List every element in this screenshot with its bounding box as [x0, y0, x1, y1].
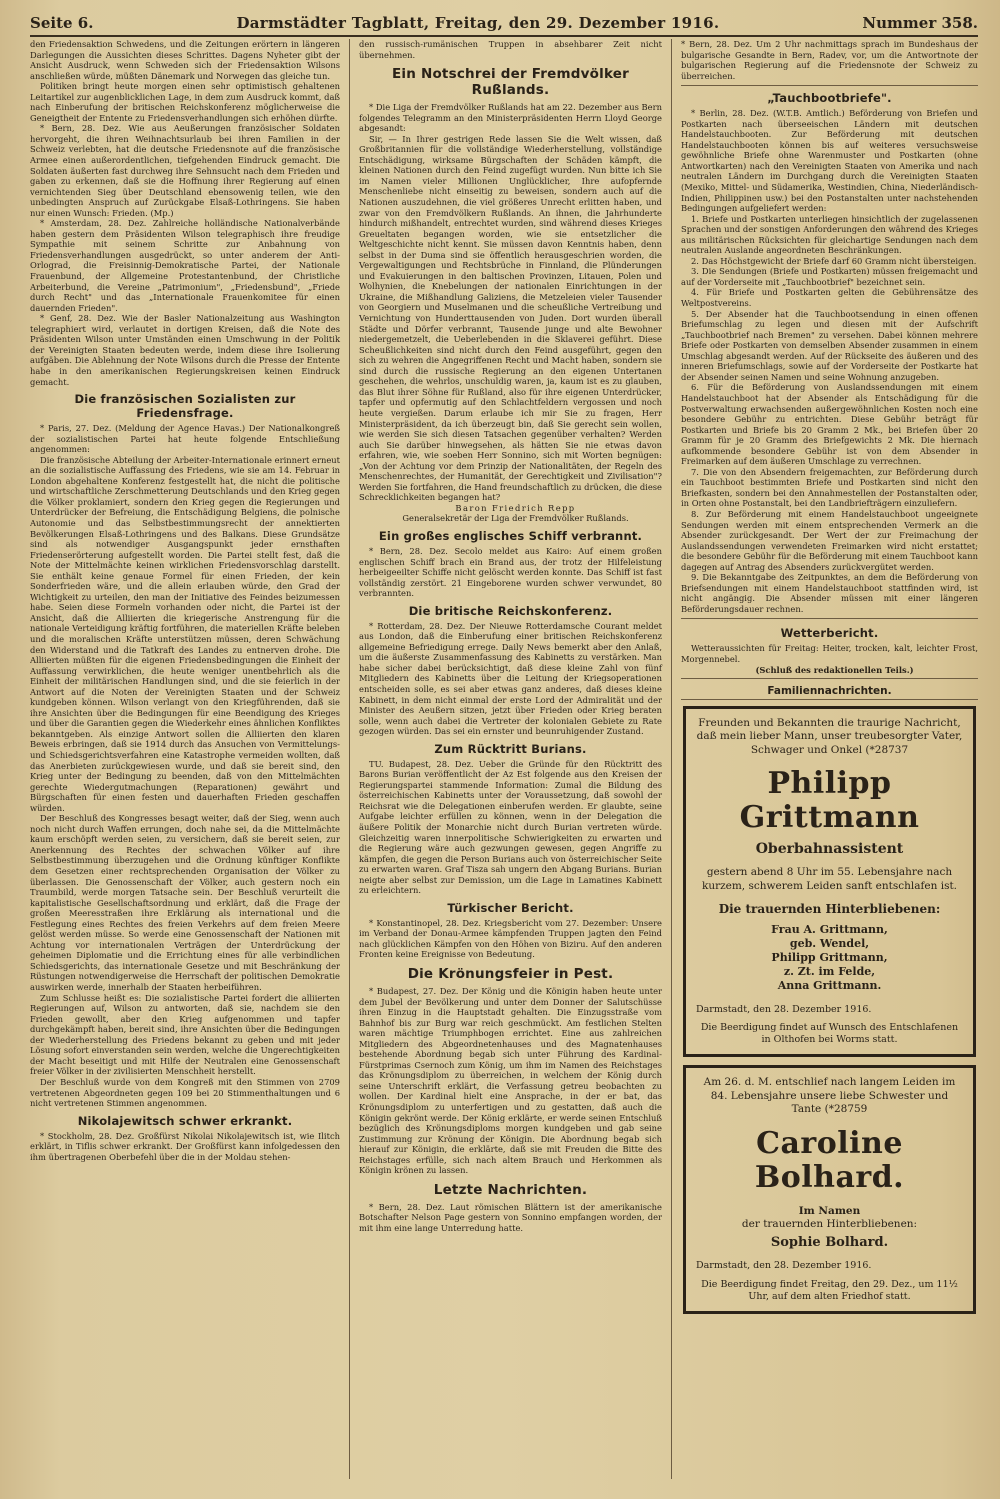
notice-intro: Am 26. d. M. entschlief nach langem Leiden im 84. Lebensjahre unsere liebe Schwester und Tante (*28759	[703, 1076, 956, 1116]
headline-weather: Wetterbericht.	[780, 626, 879, 641]
paragraph: 1. Briefe und Postkarten unterliegen hinsichtlich der zugelassenen Sprachen und der sonstigen Anforderungen den während des Krieges aus militärischen Rücksichten für gleichartige Sendungen nach dem neutralen Auslande angeordneten Beschränkungen.	[681, 213, 978, 256]
paragraph: * Berlin, 28. Dez. (W.T.B. Amtlich.) Beförderung von Briefen und Postkarten nach überseeischen Ländern mit deutschen Handelstauchbooten. Zur Beförderung mit deutschen Handelstauchbooten können bis auf weiteres versuchsweise gewöhnliche Briefe ohne Warenmuster und Postkarten (ohne Antwortkarten) nach den Vereinigten Staaten von Amerika und nach neutralen Ländern im Durchgang durch die Vereinigten Staaten (Mexiko, Mittel- und Südamerika, Westindien, China, Niederländisch-Indien, Philippinen usw.) bei den Postanstalten unter nachstehenden Bedingungen aufgeliefert werden:	[681, 108, 978, 214]
paragraph: * Genf, 28. Dez. Wie der Basler Nationalzeitung aus Washington telegraphiert wird, verlautet in dortigen Kreisen, daß die Note des Präsidenten Wilson unter Umständen einen Umschwung in der Politik der Vereinigten Staaten bedeuten werde, indem diese ihre Isolierung aufgäben. Die Ablehnung der Note Wilsons durch die Presse der Entente habe in den amerikanischen Regierungskreisen keinen Eindruck gemacht.	[30, 313, 340, 387]
headline-turkish: Türkischer Bericht.	[447, 900, 574, 915]
paragraph: * Stockholm, 28. Dez. Großfürst Nikolai Nikolajewitsch ist, wie Ilitch erklärt, in Tiflis schwer erkrankt. Der Großfürst kann infolgedessen den ihm übertragenen Oberbefehl über die in der Moldau stehen-	[30, 1130, 340, 1162]
columns	[30, 39, 978, 1479]
headline-nikolajewitsch: Nikolajewitsch schwer erkrankt.	[77, 1113, 293, 1128]
page-number: Seite 6.	[30, 14, 94, 32]
notice-burial: Die Beerdigung findet Freitag, den 29. Dez., um 11½ Uhr, auf dem alten Friedhof statt.	[701, 1278, 958, 1302]
weather-text: Wetteraussichten für Freitag: Heiter, trocken, kalt, leichter Frost, Morgennebel.	[681, 643, 978, 664]
paragraph: * Paris, 27. Dez. (Meldung der Agence Havas.) Der Nationalkongreß der sozialistischen Partei hat heute folgende Entschließung angenommen:	[30, 423, 340, 455]
notice-place-date: Darmstadt, den 28. Dezember 1916.	[696, 1260, 872, 1272]
paragraph: * Bern, 28. Dez. Wie aus Aeußerungen französischer Soldaten hervorgeht, die ihren Weihnachtsurlaub bei ihren Familien in der Schweiz verlebten, hat die deutsche Friedensnote auf die französische Armee einen außerordentlichen, tiefgehenden Eindruck gemacht. Die Soldaten äußerten fast durchweg ihre Sehnsucht nach dem Frieden und gaben zu erkennen, daß sie die Hoffnung ihrer Regierung auf einen vernichtenden Sieg über Deutschland ebensowenig teilen, wie den unbedingten Anspruch auf Zurückgabe Elsaß-Lothringens. Sie haben nur einen Wunsch: Frieden. (Mp.)	[30, 123, 340, 218]
notice-deceased-name: Caroline Bolhard.	[754, 1125, 905, 1195]
column-1	[30, 39, 350, 1479]
paragraph: * Die Liga der Fremdvölker Rußlands hat am 22. Dezember aus Bern folgendes Telegramm an den Ministerpräsidenten Herrn Lloyd George abgesandt:	[359, 102, 662, 134]
notice-deceased-title: Oberbahnassistent	[755, 841, 904, 858]
headline-kroenung: Die Krönungsfeier in Pest.	[407, 966, 614, 983]
divider	[681, 85, 978, 86]
paragraph: 9. Die Bekanntgabe des Zeitpunktes, an dem die Beförderung von Briefsendungen mit einem Handelstauchboot stattfinden wird, ist nicht angängig. Die Absender müssen mit einer längeren Beförderungsdauer rechnen.	[681, 572, 978, 614]
notice-im-namen: Im Namen	[798, 1204, 861, 1217]
notice-burial: Die Beerdigung findet auf Wunsch des Entschlafenen in Olthofen bei Worms statt.	[700, 1022, 959, 1046]
paragraph: * Konstantinopel, 28. Dez. Kriegsbericht vom 27. Dezember: Unsere im Verband der Donau-Armee kämpfenden Truppen jagten den Feind nach glücklichen Kämpfen von den Höhen von Biziru. Auf den anderen Fronten keine Ereignisse von Bedeutung.	[359, 917, 662, 960]
column-3	[672, 39, 978, 1479]
paragraph: * Bern, 28. Dez. Secolo meldet aus Kairo: Auf einem großen englischen Schiff brach ein Brand aus, der trotz der Hilfeleistung herbeigeeilter Schiffe nicht gelöscht werden konnte. Das Schiff ist fast vollständig zerstört. 21 Eingeborene wurden schwer verwundet, 80 verbrannten.	[359, 545, 662, 599]
notice-bereaved-line: Philipp Grittmann,	[771, 950, 888, 964]
paragraph: 4. Für Briefe und Postkarten gelten die Gebührensätze des Weltpostvereins.	[681, 287, 978, 309]
headline-tauchboot: „Tauchbootbriefe".	[767, 91, 892, 106]
headline-fremdvoelker: Ein Notschrei der Fremdvölker Rußlands.	[392, 66, 629, 99]
headline-latest: Letzte Nachrichten.	[433, 1181, 588, 1198]
paragraph: 5. Der Absender hat die Tauchbootsendung in einen offenen Briefumschlag zu legen und diesen mit der Aufschrift „Tauchbootbrief nach Bremen" zu versehen. Dabei können mehrere Briefe oder Postkarten von demselben Absender zusammen in einem Umschlag abgesandt werden. Auf der Rückseite des äußeren und des inneren Briefumschlags, sowie auf der Vorderseite der Postkarte hat der Absender seinen Namen und seine Wohnung anzugeben.	[681, 308, 978, 382]
headline-burian: Zum Rücktritt Burians.	[434, 741, 587, 756]
masthead	[30, 14, 978, 37]
notice-bereaved-heading: Die trauernden Hinterbliebenen:	[718, 902, 941, 917]
paragraph: 6. Für die Beförderung von Auslandssendungen mit einem Handelstauchboot hat der Absender als Entschädigung für die Postverwaltung erwachsenden außergewöhnlichen Kosten noch eine besondere Gebühr zu entrichten. Diese Gebühr beträgt für Postkarten und Briefe bis 20 Gramm 2 Mk., bei Briefen über 20 Gramm für je 20 Gramm des Briefgewichts 2 Mk. Die hiernach aufkommende besondere Gebühr ist von dem Absender in Freimarken auf dem äußeren Umschlage zu verrechnen.	[681, 382, 978, 467]
notice-bereaved-line: Frau A. Grittmann,	[771, 922, 888, 936]
paragraph: 7. Die von den Absendern freigemachten, zur Beförderung durch ein Tauchboot bestimmten Briefe und Postkarten sind nicht den Briefkasten, sondern bei den Annahmestellen der Postanstalten oder, in Orten ohne Postanstalt, bei den Landbriefträgern einzuliefern.	[681, 466, 978, 509]
signature-name: Baron Friedrich Repp	[455, 502, 576, 513]
paragraph: * Bern, 28. Dez. Laut römischen Blättern ist der amerikanische Botschafter Nelson Page gestern von Sonnino empfangen worden, der mit ihm eine lange Unterredung hatte.	[359, 1201, 662, 1233]
notice-bereaved-line: z. Zt. im Felde,	[783, 964, 876, 978]
paragraph: TU. Budapest, 28. Dez. Ueber die Gründe für den Rücktritt des Barons Burian veröffentlicht der Az Est folgende aus den Kreisen der Regierungspartei stammende Information: Zumal die Bildung des österreichischen Kabinetts unter der Voraussetzung, daß sowohl der Reichsrat wie die Delegationen einberufen werden. Er glaubte, seine Aufgabe leichter erfüllen zu können, wenn in der Delegation die äußere Politik der Monarchie nicht durch Burian vertreten würde. Gleichzeitig waren innerpolitische Schwierigkeiten zu erwarten und die Regierung wäre auch gezwungen gewesen, gegen Angriffe zu kämpfen, die gegen die Person Burians auch von österreichischer Seite zu erwarten waren. Graf Tisza sah ungern den Abgang Burians. Burian neigte aber selbst zur Demission, um die Lage in Lamatines Kabinett zu erleichtern.	[359, 758, 662, 896]
paragraph: Zum Schlusse heißt es: Die sozialistische Partei fordert die alliierten Regierungen auf, Wilson zu antworten, daß sie, nachdem sie den Frieden gewollt, aber den Krieg aufgenommen und tapfer durchgekämpft haben, bereit sind, ihre Ansichten über die Bedingungen der Wiederherstellung des Friedens bekannt zu geben und mit jeder Lösung sofort einverstanden sein werden, welche die Ungerechtigkeiten der Macht beseitigt und mit Hilfe der Neutralen eine Genossenschaft freier Völker in der zivilisierten Menschheit herstellt.	[30, 992, 340, 1077]
paragraph: 8. Zur Beförderung mit einem Handelstauchboot ungeeignete Sendungen werden mit einem entsprechenden Vermerk an die Absender zurückgesandt. Der Wert der zur Freimachung der Auslandssendungen verwendeten Freimarken wird nicht erstattet; die besondere Gebühr für die Beförderung mit einem Tauchboot kann dagegen auf Antrag des Absenders zurückvergütet werden.	[681, 508, 978, 572]
headline-ship: Ein großes englisches Schiff verbrannt.	[378, 528, 643, 543]
editorial-end: (Schluß des redaktionellen Teils.)	[755, 664, 914, 675]
paragraph: * Bern, 28. Dez. Um 2 Uhr nachmittags sprach im Bundeshaus der bulgarische Gesandte in Bern, Radev, vor, um die Antwortnote der bulgarischen Regierung auf die Friedensnote der Schweiz zu überreichen.	[681, 39, 978, 81]
notice-place-date: Darmstadt, den 28. Dezember 1916.	[696, 1003, 872, 1015]
paragraph: den Friedensaktion Schwedens, und die Zeitungen erörtern in längeren Darlegungen die Aussichten dieses Schrittes. Dagens Nyheter gibt der Ansicht Ausdruck, wenn Schweden sich der Friedensaktion Wilsons anschließen würde, müßten Dänemark und Norwegen das gleiche tun.	[30, 39, 340, 81]
paragraph: * Rotterdam, 28. Dez. Der Nieuwe Rotterdamsche Courant meldet aus London, daß die Einberufung einer britischen Reichskonferenz allgemeine Befriedigung errege. Daily News bemerkt aber den Anlaß, um die äußerste Zusammenfassung des Kabinetts zu verstärken. Man habe sicher dabei berücksichtigt, daß diese kleine Zahl von fünf Mitgliedern des Kabinetts über die Leitung der Kriegsoperationen entscheiden solle, es sei aber etwas ganz anderes, daß dieses kleine Kabinett, in dem nicht einmal der erste Lord der Admiralität und der Minister des Aeußern sitzen, jetzt über Frieden oder Krieg beraten solle, wenn auch dabei die Vertreter der kolonialen Gebiete zu Rate gezogen würden. Das sei ein ernster und beunruhigender Zustand.	[359, 620, 662, 737]
paragraph: 2. Das Höchstgewicht der Briefe darf 60 Gramm nicht übersteigen.	[691, 255, 977, 266]
paragraph: Der Beschluß wurde von dem Kongreß mit den Stimmen von 2709 vertretenen Abgeordneten gegen 109 bei 20 Stimmenthaltungen und 6 nicht vertretenen Stimmen angenommen.	[30, 1076, 340, 1109]
signature-title: Generalsekretär der Liga der Fremdvölker Rußlands.	[402, 513, 629, 524]
paragraph: Sir, — In Ihrer gestrigen Rede lassen Sie die Welt wissen, daß Großbritannien für die vollständige Wiederherstellung, vollständige Entschädigung, wirksame Bürgschaften der Schäden kämpft, die kleinen Nationen durch den Feind zugefügt wurden. Nun bitte ich Sie im Namen vieler Millionen Unglücklicher, Ihre aufopfernde Menschenliebe nicht einseitig zu beweisen, sondern auch auf die Nationen auszudehnen, die viel größeres Unrecht erlitten haben, und zwar von den Fremdvölkern Rußlands. An ihnen, die Jahrhunderte hindurch mißhandelt, entrechtet wurden, sind während dieses Krieges Greueltaten begangen worden, wie sie entsetzlicher die Weltgeschichte nicht kennt. Sie müssen davon Kenntnis haben, denn selbst in der Duma sind sie öffentlich herausgeschrien worden, die Vergewaltigungen und Rechtsbrüche in Finnland, die Plünderungen und Evakuierungen in den baltischen Provinzen, Litauen, Polen und Wolhynien, die Knebelungen der nationalen Einrichtungen in der Ukraine, die Mißhandlung Galiziens, die Metzeleien vieler Tausender von Georgiern und Muselmanen und die scheußliche Vertreibung und Vernichtung von Hunderttausenden von Juden. Dort wurden überall Städte und Dörfer verbrannt, Tausende junge und alte Bewohner niedergemetzelt, die Ueberlebenden in die Sklaverei geführt. Diese Scheußlichkeiten sind nicht durch den Feind ausgeführt, gegen den sich zu wehren die Angegriffenen Recht und Macht haben, sondern sie sind durch die russische Regierung an den eigenen Untertanen geschehen, die wehrlos, unschuldig waren, ja, kaum ist es zu glauben, das Blut ihrer Söhne für Rußland, also für ihre eigenen Unterdrücker, tapfer und opfermutig auf den Schlachtfeldern vergossen und noch heute vergießen. Darum erlaube ich mir Sie zu fragen, Herr Ministerpräsident, da ich überzeugt bin, daß Sie gerecht sein wollen, wie werden Sie sich diesen Tatsachen gegenüber verhalten? Werden auch Sie darüber hinwegsehen, als hätten Sie nie etwas davon erfahren, wie, wie soeben Herr Sonnino, sich mit Worten begnügen: „Von der Achtung vor dem Prinzip der Nationalitäten, der Regeln des Menschenrechtes, der Humanität, der Gerechtigkeit und Zivilisation"? Werden Sie fortfahren, die Hand freundschaftlich zu drücken, die diese Schrecklichkeiten begangen hat?	[359, 133, 662, 503]
headline-socialists: Die französischen Sozialisten zur Friedensfrage.	[74, 392, 296, 421]
paragraph: * Budapest, 27. Dez. Der König und die Königin haben heute unter dem Jubel der Bevölkerung und unter dem Donner der Salutschüsse ihren Einzug in die Hauptstadt gehalten. Die Einzugsstraße vom Bahnhof bis zur Burg war reich geschmückt. Am festlichen Stelten waren mächtige Triumphbogen errichtet. Eine aus zahlreichen Mitgliedern des Abgeordnetenhauses und des Magnatenhauses bestehende Abordnung begab sich unter Führung des Kardinal-Fürstprimas Csernoch zum König, um ihm im Namen des Reichstages das Krönungsdiplom zu überreichen, in welchem der König durch seine Unterschrift erklärt, die Verfassung getreu beobachten zu wollen. Der Kardinal hielt eine Ansprache, in der er bat, das Krönungsdiplom zu unterfertigen und zu gestatten, daß auch die Königin gekrönt werde. Der König erklärte, er werde seinen Entschluß bezüglich des Krönungsdiploms morgen kundgeben und gab seine Zustimmung zur Krönung der Königin. Die Abordnung begab sich hierauf zur Königin, die erklärte, daß sie mit Freuden die Bitte des Reichstages erfülle, sich nach altem Brauch und Herkommen als Königin krönen zu lassen.	[359, 986, 662, 1176]
weather-section	[681, 618, 978, 679]
death-notice-bolhard	[683, 1065, 976, 1314]
paragraph: 3. Die Sendungen (Briefe und Postkarten) müssen freigemacht und auf der Vorderseite mit „Tauchbootbrief" bezeichnet sein.	[681, 266, 978, 287]
headline-reichskonferenz: Die britische Reichskonferenz.	[408, 603, 613, 618]
death-notice-grittmann	[683, 706, 976, 1058]
notice-deceased-name: Philipp Grittmann	[739, 766, 920, 836]
newspaper-title: Darmstädter Tagblatt, Freitag, den 29. Dezember 1916.	[236, 14, 720, 32]
notice-intro: Freunden und Bekannten die traurige Nachricht, daß mein lieber Mann, unser treubesorgter Vater, Schwager und Onkel (*28737	[696, 716, 963, 756]
paragraph: Politiken bringt heute morgen einen sehr optimistisch gehaltenen Leitartikel zur augenblicklichen Lage, in dem zum Ausdruck kommt, daß nach Einberufung der britischen Reichskonferenz möglicherweise die Geneigtheit der Entente zu Friedensverhandlungen sich erhöhen dürfte.	[30, 81, 340, 123]
paragraph: * Amsterdam, 28. Dez. Zahlreiche holländische Nationalverbände haben gestern dem Präsidenten Wilson telegraphisch ihre freudige Sympathie mit seinem Schritte zur Anbahnung von Friedensverhandlungen ausgedrückt, so unter anderem der Anti-Orlograd, die Freisinnig-Demokratische Partei, der Nationale Frauenbund, der Allgemeine Protestantenbund, der Christliche Arbeiterbund, die Vereine „Patrimonium", „Friedensbund", „Friede durch Recht" und das „Internationale Frauenkomitee für einen dauernden Frieden".	[30, 218, 340, 313]
notice-bereaved-heading: der trauernden Hinterbliebenen:	[741, 1218, 918, 1231]
paragraph: Die französische Abteilung der Arbeiter-Internationale erinnert erneut an die sozialistische Auffassung des Friedens, wie sie am 14. Februar in London abgehaltene Konferenz festgestellt hat, die nicht die politische und wirtschaftliche Zerschmetterung Deutschlands und den Krieg gegen die Völker proklamiert, sondern den Krieg gegen die Regierungen und Unterdrücker der Befreiung, die Entschädigung Belgiens, die polnische Autonomie und das Selbstbestimmungsrecht der annektierten Bevölkerungen Elsaß-Lothringens und des Balkans. Diese Grundsätze sind als notwendiger Ausgangspunkt jeder ernsthaften Friedenserörterung aufgestellt worden. Die Partei stellt fest, daß die Note der Mittelmächte keinen wirklichen Friedensvorschlag darstellt. Sie enthält keine genaue Formel für einen Frieden, der kein Sonderfrieden wäre, und die allein erlauben würde, den Grad der Wichtigkeit zu urteilen, den man der Initiative des Feindes beizumessen habe. Seien diese Formeln vorhanden oder nicht, die Partei ist der Ansicht, daß die Alliierten die kriegerische Anstrengung für die nationale Verteidigung kräftig fortführen, die materiellen Kräfte beleben und die moralischen Kräfte unterstützen müssen, deren Schwächung den Widerstand und die Tatkraft des Landes zu entnerven drohe. Die Alliierten müßten für die eigenen Friedensbedingungen die Einheit der Auffassung verwirklichen, die heute weniger unentbehrlich als die Einheit der militärischen Handlungen sind, und die sie feierlich in der Antwort auf die Noten der Vereinigten Staaten und der Schweiz kundgeben können. Wilson verlangt von den Kriegführenden, daß sie ihre Ansichten über die Bedingungen für eine Beendigung des Krieges und über die Garantien gegen die Wiederkehr eines ähnlichen Konfliktes bekanntgeben. Als einzige Antwort sollen die Alliierten den klaren Beweis erbringen, daß sie 1914 durch das Ansuchen von Vermittelungs- und Schiedsgerichtsverfahren eine Katastrophe vermeiden wollten, daß das Anerbieten zurückgewiesen wurde, und daß sie bereit sind, den Krieg unter der Bedingung zu beenden, daß von den Mittelmächten gerechte Wiedergutmachungen (Reparationen) gewährt und Bürgschaften für einen festen und dauerhaften Frieden geschaffen würden.	[30, 454, 340, 813]
notice-signer: Sophie Bolhard.	[770, 1234, 889, 1250]
column-2	[350, 39, 672, 1479]
issue-number: Nummer 358.	[862, 14, 978, 32]
paragraph: den russisch-rumänischen Truppen in absehbarer Zeit nicht übernehmen.	[359, 39, 662, 60]
notice-bereaved-line: Anna Grittmann.	[777, 978, 882, 992]
paragraph: Der Beschluß des Kongresses besagt weiter, daß der Sieg, wenn auch noch nicht durch Waffen errungen, doch nahe sei, da die Mittelmächte kaum erschöpft werden seien, zu versichern, daß sie bereit seien, zur Anerkennung des Rechtes der schwachen Völker auf ihre Selbstbestimmung überzugehen und die Ordnung künftiger Konflikte dem Gesetzen einer rechtsprechenden Organisation der Völker zu überlassen. Die Genossenschaft der Völker, auch gestern noch ein Traumbild, werde morgen Tatsache sein. Der Beschluß verurteilt die kapitalistische Gesellschaftsordnung und erklärt, daß die Frage der großen Meeresstraßen ihre Erklärung als international und die Festlegung eines Rechtes des freien Verkehrs auf dem freien Meere gelöst werden müsse. So werde eine Genossenschaft der Nationen mit Achtung vor internationalen Verträgen der Unterdrückung der geheimen Diplomatie und die Errichtung eines für alle verbindlichen Schiedsgerichts, das internationale Gesetze und mit Beschränkung der Rüstungen notwendigerweise die Herrschaft der politischen Demokratie auswirken werde, innerhalb der Staaten herbeiführen.	[30, 813, 340, 993]
notice-text: gestern abend 8 Uhr im 55. Lebensjahre nach kurzem, schwerem Leiden sanft entschlafen ist.	[701, 866, 958, 892]
notice-bereaved-line: geb. Wendel,	[789, 936, 870, 950]
family-notices-title: Familiennachrichten.	[681, 683, 978, 700]
